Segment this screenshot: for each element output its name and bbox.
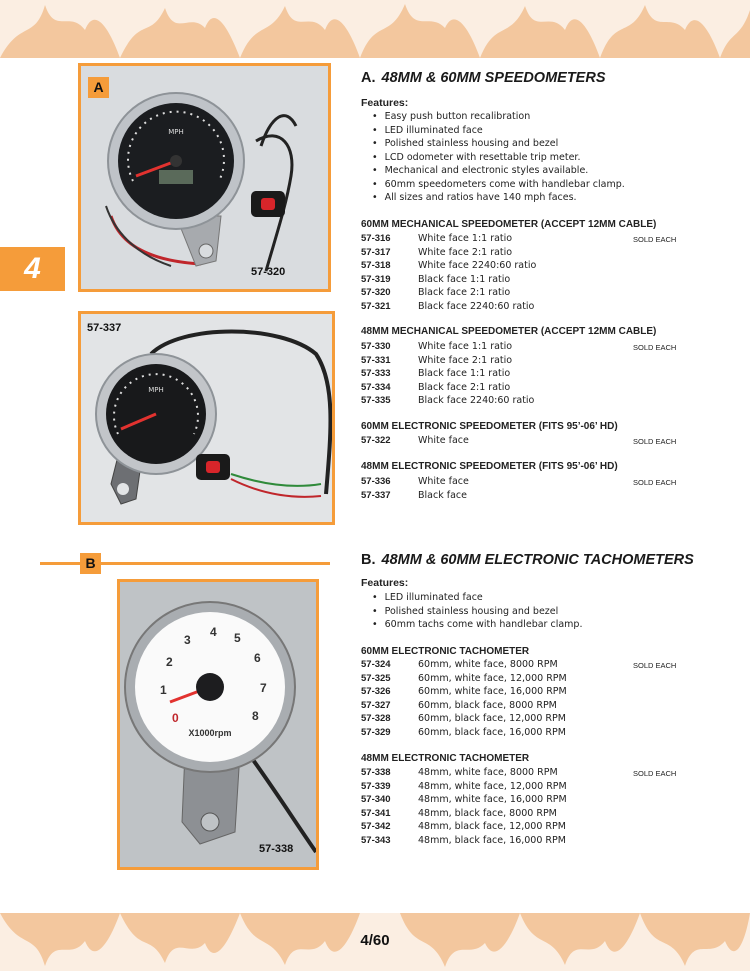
svg-text:5: 5 (234, 631, 241, 645)
part-row (361, 834, 681, 848)
feature-item: • 60mm tachs come with handlebar clamp. (372, 618, 582, 632)
top-flame-border (0, 0, 750, 58)
speedometer-image (81, 66, 328, 289)
svg-text:6: 6 (254, 651, 261, 665)
part-description: Black face 2:1 ratio (418, 287, 511, 298)
parts-list (361, 340, 681, 408)
part-description: Black face 2240:60 ratio (418, 395, 535, 406)
part-description: 60mm, white face, 8000 RPM (418, 659, 558, 670)
features-list (372, 110, 625, 205)
part-number: 57-320 (361, 287, 391, 298)
part-description: White face (418, 435, 469, 446)
photo-tachometer (117, 579, 319, 870)
part-number: 57-339 (361, 780, 391, 792)
part-description: 48mm, white face, 8000 RPM (418, 767, 558, 778)
feature-item: • Polished stainless housing and bezel (372, 137, 625, 151)
sold-each-note: SOLD EACH (633, 478, 677, 487)
part-number: 57-335 (361, 395, 391, 406)
part-number: 57-340 (361, 794, 391, 805)
speedometer-image (81, 314, 332, 522)
part-description: White face 2240:60 ratio (418, 260, 537, 271)
part-number: 57-326 (361, 686, 391, 697)
dial-unit-label: X1000rpm (188, 728, 232, 738)
svg-text:1: 1 (160, 683, 167, 697)
part-row (361, 232, 681, 246)
part-row (361, 381, 681, 395)
group-heading: 48MM MECHANICAL SPEEDOMETER (ACCEPT 12MM CABLE) (361, 326, 657, 337)
features-list (372, 591, 582, 632)
part-number: 57-331 (361, 354, 391, 366)
part-description: 48mm, black face, 8000 RPM (418, 807, 557, 819)
svg-text:8: 8 (252, 709, 259, 723)
photo-speedometer-48mm (78, 311, 335, 525)
part-row (361, 246, 681, 260)
part-row (361, 340, 681, 354)
part-number: 57-337 (361, 489, 391, 501)
sold-each-note: SOLD EACH (633, 343, 677, 352)
part-row (361, 699, 681, 713)
part-description: White face 2:1 ratio (418, 354, 513, 366)
svg-text:4: 4 (210, 625, 217, 639)
sold-each-note: SOLD EACH (633, 661, 677, 670)
photo-speedometer-60mm (78, 63, 331, 292)
part-row (361, 807, 681, 821)
part-row (361, 820, 681, 834)
part-row (361, 672, 681, 686)
svg-text:7: 7 (260, 681, 267, 695)
part-row (361, 475, 681, 489)
sold-each-note: SOLD EACH (633, 235, 677, 244)
part-description: 60mm, black face, 12,000 RPM (418, 713, 566, 724)
part-number: 57-322 (361, 435, 391, 446)
feature-item: • Mechanical and electronic styles available. (372, 164, 625, 178)
dial-unit-label: MPH (148, 386, 164, 394)
part-number: 57-330 (361, 341, 391, 352)
group-heading: 48MM ELECTRONIC SPEEDOMETER (FITS 95’-06’ HD) (361, 461, 618, 472)
part-number: 57-321 (361, 300, 391, 312)
part-number: 57-324 (361, 659, 391, 670)
tachometer-image (120, 582, 316, 867)
part-description: 48mm, white face, 16,000 RPM (418, 794, 567, 805)
part-description: 60mm, black face, 8000 RPM (418, 699, 557, 711)
part-number: 57-318 (361, 260, 391, 271)
svg-text:2: 2 (166, 655, 173, 669)
section-title-text: 48MM & 60MM ELECTRONIC TACHOMETERS (381, 552, 694, 568)
parts-list (361, 658, 681, 739)
parts-list (361, 434, 681, 448)
photo-a2-part-label: 57-337 (87, 322, 122, 334)
part-number: 57-325 (361, 672, 391, 684)
part-description: Black face 2:1 ratio (418, 381, 511, 393)
section-b-badge: B (80, 553, 101, 574)
part-number: 57-316 (361, 233, 391, 244)
part-row (361, 685, 681, 699)
part-description: Black face 2240:60 ratio (418, 300, 535, 312)
photo-b-part-label: 57-338 (259, 843, 294, 855)
section-a-title (361, 70, 606, 86)
part-row (361, 780, 681, 794)
part-description: White face 1:1 ratio (418, 341, 513, 352)
part-number: 57-329 (361, 726, 391, 738)
part-number: 57-327 (361, 699, 391, 711)
group-heading: 60MM ELECTRONIC TACHOMETER (361, 646, 530, 657)
part-number: 57-334 (361, 381, 391, 393)
part-row (361, 367, 681, 381)
part-row (361, 658, 681, 672)
section-letter: B. (361, 552, 376, 568)
part-number: 57-317 (361, 246, 391, 258)
part-description: 48mm, white face, 12,000 RPM (418, 780, 567, 792)
part-row (361, 286, 681, 300)
part-description: 60mm, white face, 16,000 RPM (418, 686, 567, 697)
part-description: White face 1:1 ratio (418, 233, 513, 244)
sold-each-note: SOLD EACH (633, 437, 677, 446)
part-row (361, 434, 681, 448)
feature-item: • All sizes and ratios have 140 mph faces. (372, 191, 625, 205)
section-letter: A. (361, 70, 376, 86)
part-description: Black face (418, 489, 467, 501)
feature-item: • LCD odometer with resettable trip meter. (372, 151, 625, 165)
part-number: 57-343 (361, 834, 391, 846)
section-title-text: 48MM & 60MM SPEEDOMETERS (381, 70, 606, 86)
part-number: 57-328 (361, 713, 391, 724)
dial-unit-label: MPH (168, 128, 184, 136)
svg-text:3: 3 (184, 633, 191, 647)
feature-item: • 60mm speedometers come with handlebar clamp. (372, 178, 625, 192)
page-number: 4/60 (360, 932, 390, 949)
part-row (361, 300, 681, 314)
parts-list (361, 475, 681, 502)
part-row (361, 766, 681, 780)
parts-list (361, 232, 681, 313)
part-row (361, 712, 681, 726)
part-description: White face (418, 476, 469, 487)
part-row (361, 354, 681, 368)
part-number: 57-336 (361, 476, 391, 487)
part-description: 60mm, black face, 16,000 RPM (418, 726, 566, 738)
part-row (361, 259, 681, 273)
part-number: 57-333 (361, 368, 391, 379)
part-description: 48mm, black face, 12,000 RPM (418, 821, 566, 832)
part-description: 48mm, black face, 16,000 RPM (418, 834, 566, 846)
feature-item: • LED illuminated face (372, 591, 582, 605)
part-number: 57-319 (361, 273, 391, 285)
features-heading: Features: (361, 577, 409, 589)
part-row (361, 273, 681, 287)
part-number: 57-338 (361, 767, 391, 778)
chapter-tab: 4 (0, 247, 65, 291)
part-row (361, 394, 681, 408)
part-number: 57-341 (361, 807, 391, 819)
photo-a-part-label: 57-320 (251, 266, 286, 278)
feature-item: • Easy push button recalibration (372, 110, 625, 124)
part-row (361, 793, 681, 807)
group-heading: 60MM MECHANICAL SPEEDOMETER (ACCEPT 12MM CABLE) (361, 219, 657, 230)
part-number: 57-342 (361, 821, 391, 832)
features-heading: Features: (361, 97, 409, 109)
section-a-badge: A (88, 77, 109, 98)
part-description: Black face 1:1 ratio (418, 368, 511, 379)
svg-text:0: 0 (172, 711, 179, 725)
feature-item: • LED illuminated face (372, 124, 625, 138)
part-row (361, 489, 681, 503)
group-heading: 60MM ELECTRONIC SPEEDOMETER (FITS 95’-06’ HD) (361, 421, 618, 432)
part-description: 60mm, white face, 12,000 RPM (418, 672, 567, 684)
feature-item: • Polished stainless housing and bezel (372, 605, 582, 619)
group-heading: 48MM ELECTRONIC TACHOMETER (361, 753, 530, 764)
parts-list (361, 766, 681, 847)
section-b-title (361, 552, 694, 568)
part-description: White face 2:1 ratio (418, 246, 513, 258)
sold-each-note: SOLD EACH (633, 769, 677, 778)
part-description: Black face 1:1 ratio (418, 273, 511, 285)
part-row (361, 726, 681, 740)
